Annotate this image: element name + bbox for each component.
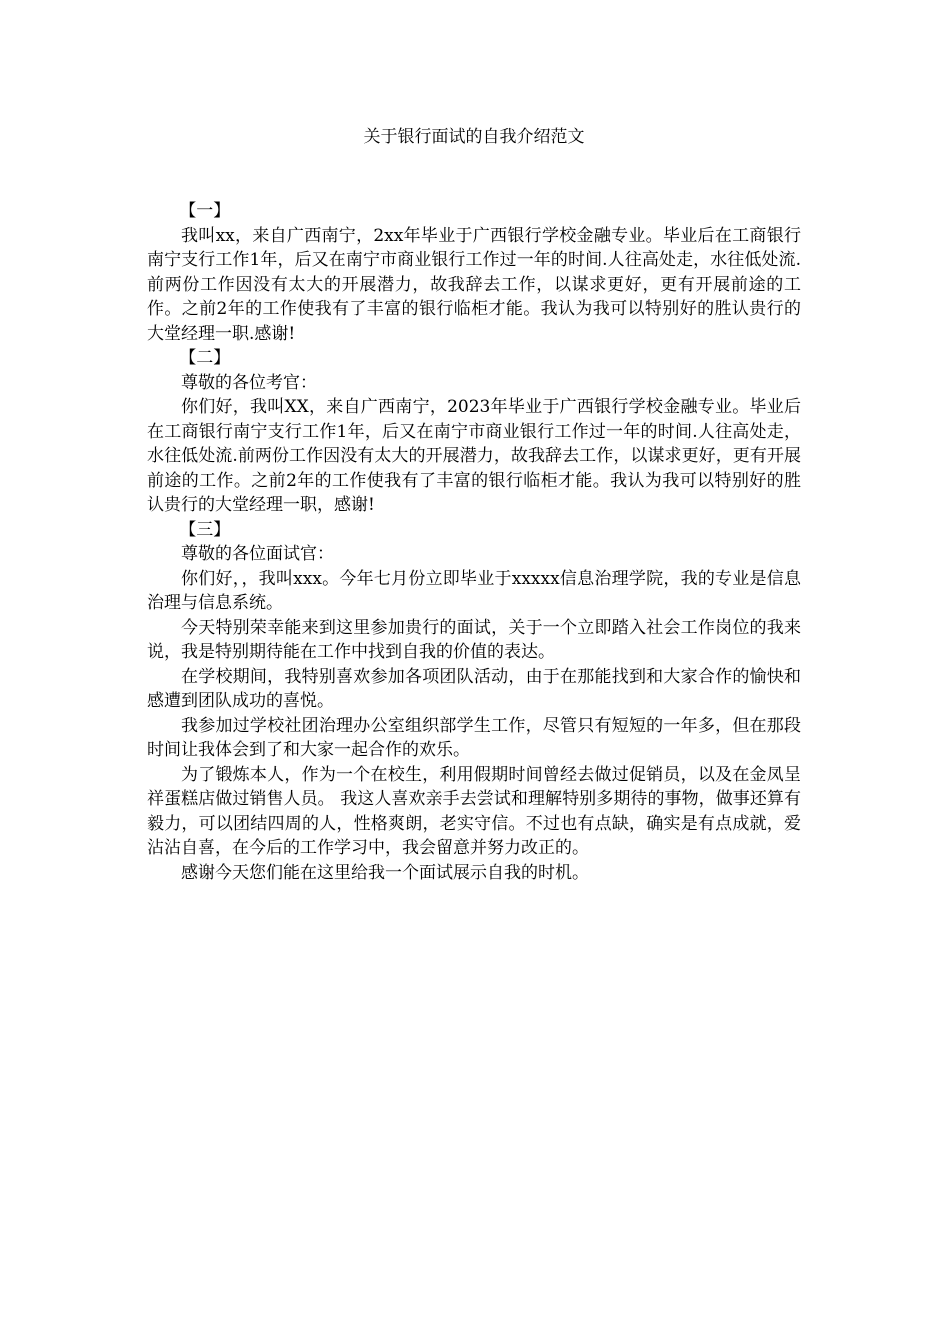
paragraph: 我叫xx，来自广西南宁，2xx年毕业于广西银行学校金融专业。毕业后在工商银行南宁支行工作1年，后又在南宁市商业银行工作过一年的时间.人往高处走，水往低处流.前两份工作因没有太大的开展潜力，故我辞去工作，以谋求更好，更有开展前途的工作。之前2年的工作使我有了丰富的银行临柜才能。我认为我可以特别好的胜认贵行的大堂经理一职.感谢! bbox=[147, 225, 801, 344]
section-heading-3: 【三】 bbox=[179, 519, 231, 540]
document-title: 关于银行面试的自我介绍范文 bbox=[363, 127, 585, 147]
salutation: 尊敬的各位面试官： bbox=[181, 544, 334, 564]
paragraph: 你们好，我叫XX，来自广西南宁，2023年毕业于广西银行学校金融专业。毕业后在工商银行南宁支行工作1年，后又在南宁市商业银行工作过一年的时间.人往高处走，水往低处流.前两份工作因没有太大的开展潜力，故我辞去工作，以谋求更好，更有开展前途的工作。之前2年的工作使我有了丰富的银行临柜才能。我认为我可以特别好的胜认贵行的大堂经理一职，感谢! bbox=[147, 397, 801, 515]
paragraph: 在学校期间，我特别喜欢参加各项团队活动，由于在那能找到和大家合作的愉快和感遭到团队成功的喜悦。 bbox=[147, 666, 801, 711]
closing-paragraph: 感谢今天您们能在这里给我一个面试展示自我的时机。 bbox=[181, 862, 589, 883]
paragraph: 我参加过学校社团治理办公室组织部学生工作，尽管只有短短的一年多，但在那段时间让我体会到了和大家一起合作的欢乐。 bbox=[147, 715, 801, 760]
section-heading-1: 【一】 bbox=[179, 201, 231, 221]
paragraph: 为了锻炼本人，作为一个在校生，利用假期时间曾经去做过促销员，以及在金凤呈祥蛋糕店做过销售人员。 我这人喜欢亲手去尝试和理解特别多期待的事物，做事还算有毅力，可以团结四周的人，性格爽朗，老实守信。不过也有点缺，确实是有点成就，爱沾沾自喜，在今后的工作学习中，我会留意并努力改正的。 bbox=[147, 764, 801, 858]
paragraph: 今天特别荣幸能来到这里参加贵行的面试，关于一个立即踏入社会工作岗位的我来说，我是特别期待能在工作中找到自我的价值的表达。 bbox=[147, 617, 801, 662]
salutation: 尊敬的各位考官： bbox=[181, 372, 317, 393]
document-body bbox=[147, 199, 801, 885]
paragraph: 你们好，，我叫xxx。今年七月份立即毕业于xxxxx信息治理学院，我的专业是信息治理与信息系统。 bbox=[147, 568, 801, 613]
section-heading-2: 【二】 bbox=[179, 348, 231, 368]
